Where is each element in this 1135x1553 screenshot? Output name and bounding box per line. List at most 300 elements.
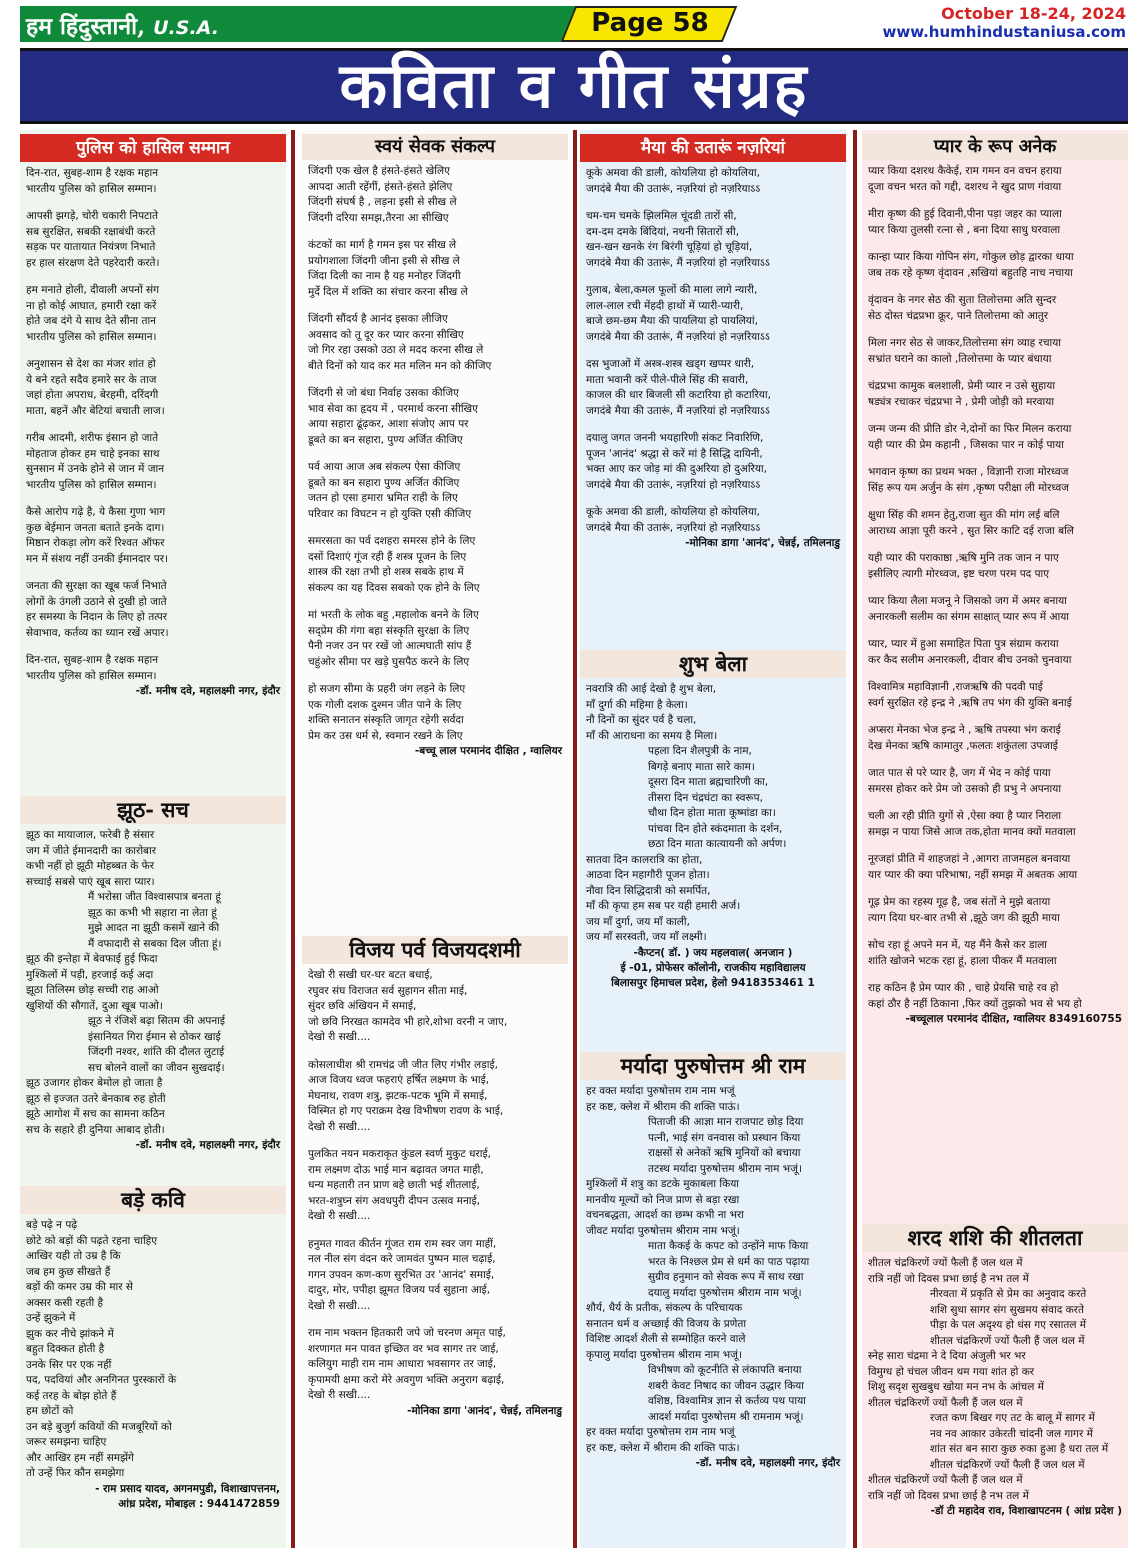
poem-line: दयालु मर्यादा पुरुषोत्तम श्रीराम नाम भजूं।	[648, 1286, 802, 1299]
poem-line: हम छोटों को	[26, 1405, 74, 1417]
poem-line: विश्वामित्र महाविज्ञानी ,राजऋषि की पदवी पाई	[868, 681, 1043, 693]
poem-title: विजय पर्व विजयदशमी	[302, 936, 568, 964]
poem-line: सद्प्रेम की गंगा बहा संस्कृति सुरक्षा के लिए	[308, 624, 470, 637]
poem-line: शीतल चंद्रकिरणें ज्यों फैली हैं जल थल में	[868, 1474, 1023, 1486]
stanza-gap	[868, 453, 1122, 465]
poem-line: वृंदावन के नगर सेठ की सुता तिलोत्तमा अति सुन्दर	[868, 294, 1057, 306]
poem-body	[580, 162, 846, 536]
poem-line: स्वर्ग सुरक्षित रहे इन्द्र ने ,ऋषि तप भंग की युक्ति बनाई	[868, 696, 1072, 709]
poem-line: त्याग दिया घर-बार तभी से ,झूठे जग की झूठी माया	[868, 911, 1060, 924]
stanza-gap	[868, 625, 1122, 637]
poem-line: दिन-रात, सुबह-शाम है रक्षक महान	[26, 167, 159, 179]
poem-author: -डॉ टी महादेव राव, विशाखापटनम ( आंध्र प्रदेश )	[930, 1505, 1122, 1517]
poem-line: कई तरह के बोझ होते हैं	[26, 1389, 117, 1402]
issue-date: October 18-24, 2024	[941, 4, 1126, 23]
poem-line: परिवार का विघटन न हो युक्ति एसी कीजिए	[308, 507, 472, 520]
poem-line: दूसरा दिन माता ब्रह्मचारिणी का,	[648, 776, 769, 788]
brand-usa: U.S.A.	[153, 17, 219, 39]
poem-line: पहला दिन शैलपुत्री के नाम,	[648, 745, 752, 757]
poem-author: -मोनिका डागा 'आनंद', चेन्नई, तमिलनाडु	[407, 1404, 562, 1417]
poem-author: -मोनिका डागा 'आनंद', चेन्नई, तमिलनाडु	[685, 537, 840, 549]
poem-line: पद, पदवियां और अनगिनत पुरस्कारों के	[26, 1374, 177, 1386]
poem-line: भाव सेवा का हृदय में , परमार्थ करना सीखिए	[308, 402, 478, 415]
poem-line: वचनबद्धता, आदर्श का छम्भ कभी ना भरा	[586, 1209, 745, 1221]
poem-line: चौथा दिन होता माता कूष्मांडा का।	[648, 807, 776, 819]
stanza-gap	[308, 522, 562, 534]
poem-line: डूबते का बन सहारा पुण्य अर्जित कीजिए	[308, 476, 460, 489]
poem-line: जिंदगी से जो बंधा निर्वाह उसका कीजिए	[308, 387, 459, 399]
poem-line: तो उन्हें फिर कौन समझेगा	[26, 1467, 125, 1479]
poem-line: आखिर यही तो उम्र है कि	[26, 1250, 121, 1262]
stanza-gap	[868, 668, 1122, 680]
poem-line: भरत के निश्छल प्रेम से धर्म का पाठ पढ़ाया	[648, 1255, 810, 1268]
poem-line: नव नव आकार उकेरती चांदनी जल गागर में	[930, 1427, 1093, 1440]
poem-line: शीतल चंद्रकिरणें ज्यों फैली हैं जल थल में	[868, 1396, 1023, 1409]
poem-line: भक्त आए कर जोड़ मां की दुअरिया हो दुअरिया,	[586, 463, 767, 475]
stanza-gap	[308, 1314, 562, 1326]
poem-line: अनुशासन से देश का मंजर शांत हो	[26, 358, 156, 370]
poem-line: गुलाब, बेला,कमल फूलों की माला लागे न्यारी,	[586, 284, 758, 296]
poem-line: रजत कण बिखर गए तट के बालू में सागर में	[930, 1412, 1095, 1424]
poem-line: संकल्प का यह दिवस सबको एक होने के लिए	[308, 581, 480, 594]
poem-author: -बच्चू लाल परमानंद दीक्षित , ग्वालियर	[414, 745, 562, 757]
poem-line: जगदंबे मैया की उतारूं, नज़रियां हो नज़रियाऽऽ	[586, 182, 761, 195]
poem-author: -डॉ. मनीष दवे, महालक्ष्मी नगर, इंदौर	[695, 1457, 840, 1469]
poem-line: जब हम कुछ सीखते हैं	[26, 1265, 111, 1278]
stanza-gap	[26, 197, 280, 209]
poem-line: जीवट मर्यादा पुरुषोत्तम श्रीराम नाम भजूं।	[586, 1224, 740, 1237]
poem-line: झूठा तिलिस्म छोड़ सच्ची राह आओ	[26, 984, 159, 996]
poem-title: मर्यादा पुरुषोत्तम श्री राम	[580, 1052, 846, 1080]
poem-line: जगदंबे मैया की उतारूं, नज़रियां हो नज़रियाऽऽ	[586, 478, 761, 491]
poem-line: सनातन धर्म व अच्छाई की विजय के प्रणेता	[586, 1317, 747, 1330]
poem-body	[580, 1080, 846, 1456]
masthead-strip	[20, 6, 1128, 42]
poem-line: मोहताज होकर हम चाहे इनका साथ	[26, 447, 160, 460]
stanza-gap	[308, 1225, 562, 1237]
poem-line: जहां होता अपराध, बेरहमी, दरिंदगी	[26, 389, 159, 401]
poem-line: कैसे आरोप गढ़े है, ये कैसा गुणा भाग	[26, 506, 166, 518]
poem-line: जतन हो एसा हमारा भ्रमित राही के लिए	[308, 492, 458, 504]
poem-line: मिला नगर सेठ से जाकर,तिलोत्तमा संग व्याह रचाया	[868, 337, 1062, 349]
poem-line: पीड़ा के पल अदृश्य हो धंस गए रसातल में	[930, 1319, 1087, 1331]
poem-line: जब तक रहे कृष्ण वृंदावन ,सखियां बहुतहि नाच नचाया	[868, 266, 1073, 279]
poem-line: जय माँ दुर्गा, जय माँ काली,	[586, 915, 690, 928]
poem-line: बिगड़े बनाए माता सारे काम।	[648, 760, 755, 773]
poem-line: शरणागत मन पावत इच्छित वर भव सागर तर जाई,	[308, 1342, 499, 1355]
poem-line: चली आ रही प्रीति युगों से ,ऐसा क्या है प्यार निराला	[868, 810, 1062, 822]
poem-line: झूठ का कभी भी सहारा ना लेता हूं	[88, 906, 217, 919]
poem-line: हर हाल संरक्षण देते पहरेदारी करते।	[26, 256, 160, 269]
poem-line: पिताजी की आज्ञा मान राजपाट छोड़ दिया	[648, 1116, 804, 1128]
poem-line: बहुत दिक्कत होती है	[26, 1343, 105, 1355]
poem-line: हर वक्त मर्यादा पुरुषोत्तम राम नाम भजूं	[586, 1426, 735, 1438]
poem-line: कुछ बेईमान जनता बताते इनके दाग।	[26, 521, 165, 534]
poem-line: जो गिर रहा उसको उठा ले मदद करना सीख ले	[308, 344, 484, 356]
poem-line: सुनसान में उनके होने से जान में जान	[26, 463, 165, 475]
stanza-gap	[586, 197, 840, 209]
stanza-gap	[308, 1135, 562, 1147]
website-link[interactable]: www.humhindustaniusa.com	[882, 23, 1126, 41]
poem-volunteer-resolve	[302, 134, 568, 759]
poem-line: राह कठिन है प्रेम प्यार की , चाहे प्रेयसि चाहे रव हो	[868, 982, 1059, 994]
poem-line: चंद्रप्रभा कामुक बलशाली, प्रेमी प्यार न उसे सुहाया	[868, 380, 1056, 392]
poem-line: पुलकित नयन मकराकृत कुंडल स्वर्ण मुकुट धराई,	[308, 1148, 491, 1160]
poem-title: प्यार के रूप अनेक	[862, 134, 1128, 160]
poem-line: कलियुग माही राम नाम आधारा भवसागर तर जाई,	[308, 1358, 497, 1370]
poem-line: कंटकों का मार्ग है गमन इस पर सीख ले	[308, 239, 457, 251]
poem-line: बाजे छम-छम मैया की पायलिया हो पायलियां,	[586, 315, 758, 327]
column-3	[580, 130, 846, 1548]
poem-line: कूके अमवा की डाली, कोयलिया हो कोयलिया,	[586, 506, 760, 518]
poem-line: सड़क पर यातायात नियंत्रण निभाते	[26, 241, 156, 253]
poem-line: खन-खन खनके रंग बिरंगी चूड़ियां हो चूड़ियां,	[586, 241, 753, 253]
poem-line: सातवा दिन कालरात्रि का होता,	[586, 853, 703, 866]
poem-line: जगदंबे मैया की उतारूं, मैं नज़रियां हो नज़रियाऽऽ	[586, 256, 770, 269]
poem-line: जात पात से परे प्यार है, जग में भेद न कोई पाया	[868, 767, 1051, 779]
stanza-gap	[308, 374, 562, 386]
poem-title: स्वयं सेवक संकल्प	[302, 134, 568, 160]
poem-line: माता कैकई के कपट को उन्होंने माफ किया	[648, 1240, 809, 1252]
poem-line: हर वक्त मर्यादा पुरुषोत्तम राम नाम भजूं	[586, 1085, 735, 1097]
poem-author: -डॉ. मनीष दवे, महालक्ष्मी नगर, इंदौर	[135, 685, 280, 697]
poem-line: दयालु जगत जननी भयहारिणी संकट निवारिणि,	[586, 432, 764, 444]
stanza-gap	[868, 496, 1122, 508]
poem-line: हो सजग सीमा के प्रहरी जंग लड़ने के लिए	[308, 683, 466, 695]
poem-line: मां भरती के लोक बहु ,महालोक बनने के लिए	[308, 609, 479, 621]
poem-line: ये बने रहते सदैव हमारे सर के ताज	[26, 373, 157, 386]
poem-line: पांचवा दिन होते स्कंदमाता के दर्शन,	[648, 822, 783, 835]
stanza-gap	[308, 596, 562, 608]
poem-line: सेवाभाव, कर्तव्य का ध्यान रखें अपार।	[26, 626, 169, 639]
poem-line: यही प्यार की पराकाष्ठा ,ऋषि मुनि तक जान न पाए	[868, 552, 1059, 564]
poem-author-address: ई -01, प्रोफेसर कॉलोनी, राजकीय महाविद्यालय	[620, 961, 806, 974]
poem-maryada-purushottam	[580, 1052, 846, 1471]
stanza-gap	[26, 271, 280, 283]
poem-author-contact: बिलासपुर हिमाचल प्रदेश, हेलो 9418353461 1	[611, 976, 815, 989]
poem-line: जिंदगी नश्वर, शांति की दौलत लुटाई	[88, 1046, 225, 1058]
stanza-gap	[308, 226, 562, 238]
poem-maiya-nazariyan	[580, 134, 846, 551]
poem-line: हर समस्या के निदान के लिए हो तत्पर	[26, 611, 168, 623]
poem-line: क्षुधा सिंह की शमन हेतु,राजा सुत की मांग लई बलि	[868, 509, 1060, 521]
poem-line: देख मेनका ऋषि कामातुर ,फलतः शकुंतला उपजाई	[868, 739, 1058, 752]
poem-body	[302, 964, 568, 1404]
poem-line: पर्व आया आज अब संकल्प ऐसा कीजिए	[308, 461, 461, 473]
column-2	[302, 130, 568, 1548]
poem-line: लोगों के उंगली उठाने से दुखी हो जाते	[26, 595, 167, 608]
poem-line: सभ्रांत घराने का कालो ,तिलोत्तमा के प्यार बंधाया	[868, 352, 1052, 365]
poem-line: मुझे आदत ना झूठी कसमें खाने की	[88, 922, 220, 934]
poem-line: भारतीय पुलिस को हासिल सम्मान।	[26, 330, 157, 343]
poem-line: झूठ का मायाजाल, फरेबी है संसार	[26, 829, 155, 841]
poem-line: चम-चम चमके झिलमिल चूंदडी तारों सी,	[586, 210, 737, 222]
stanza-gap	[26, 641, 280, 653]
stanza-gap	[868, 324, 1122, 336]
poem-line: सब सुरक्षित, सबकी रक्षाबंधी करते	[26, 225, 156, 238]
stanza-gap	[308, 448, 562, 460]
poem-title: शरद शशि की शीतलता	[862, 1224, 1128, 1252]
poem-vijayadashami	[302, 936, 568, 1419]
poem-line: शशि सुधा सागर संग सुखमय संवाद करते	[930, 1303, 1084, 1316]
poem-line: अक्सर कसी रहती है	[26, 1296, 104, 1309]
poem-line: शबरी केवट निषाद का जीवन उद्धार किया	[648, 1379, 804, 1392]
poem-line: विमुग्ध हो चंचल जीवन थम गया शांत हो कर	[868, 1365, 1035, 1378]
poem-line: कहां ठौर है नहीं ठिकाना ,फिर क्यों तुझको भव से भय हो	[868, 997, 1082, 1010]
poem-line: माँ दुर्गा की महिमा है केला।	[586, 698, 688, 711]
poem-line: भारतीय पुलिस को हासिल सम्मान।	[26, 669, 157, 682]
poem-line: जगदंबे मैया की उतारूं, मैं नज़रियां हो नज़रियाऽऽ	[586, 330, 770, 343]
stanza-gap	[586, 345, 840, 357]
poem-line: मुश्किलों में पड़ी, हरजाई कई अदा	[26, 968, 154, 981]
stanza-gap	[868, 539, 1122, 551]
poem-line: नीरवता में प्रकृति से प्रेम का अनुवाद करते	[930, 1288, 1087, 1300]
poem-line: मैं भरोसा जीत विश्वासपात्र बनता हूं	[88, 891, 221, 903]
section-banner	[20, 48, 1128, 124]
poem-line: बीते दिनों को याद कर मत मलिन मन को कीजिए	[308, 359, 492, 372]
poem-line: प्रयोगशाला जिंदगी जीना इसी से सीख ले	[308, 254, 460, 267]
poem-line: मानवीय मूल्यों को निज प्राण से बड़ा रखा	[586, 1193, 740, 1206]
poem-line: खुशियों की सौगातें, दुआ खूब पाओ।	[26, 999, 163, 1012]
poem-line: जरूर समझना चाहिए	[26, 1436, 107, 1448]
poem-line: कभी नहीं हो झूठी मोहब्बत के फेर	[26, 860, 155, 872]
poem-line: इसीलिए त्यागी मोरध्वज, इष्ट चरण परम पद पाए	[868, 567, 1050, 580]
column-divider	[573, 130, 577, 1548]
poem-line: समरस होकर करे प्रेम जो उसको ही प्रभु ने अपनाया	[868, 782, 1062, 795]
poem-line: कूके अमवा की डाली, कोयलिया हो कोयलिया,	[586, 167, 760, 179]
poem-line: छठा दिन माता कात्यायनी को अर्पण।	[648, 838, 787, 850]
poem-line: दम-दम दमके बिंदियां, नथनी सितारों सी,	[586, 225, 740, 238]
poem-line: सोच रहा हूं अपने मन में, यह मैंने कैसे कर डाला	[868, 939, 1048, 951]
poem-line: समझ न पाया जिसे आज तक,होता मानव क्यों मतवाला	[868, 825, 1076, 838]
poem-line: कर कैद सलीम अनारकली, दीवार बीच उनको चुनवाया	[868, 653, 1072, 666]
poem-line: राम नाम भक्तन हितकारी जपे जो चरनण अमृत पाई,	[308, 1327, 506, 1339]
stanza-gap	[868, 926, 1122, 938]
stanza-gap	[26, 493, 280, 505]
poem-line: झूठ उजागर होकर बेमोल हो जाता है	[26, 1077, 163, 1089]
poem-line: चहुंओर सीमा पर खड़े घुसपैठ करने के लिए	[308, 655, 470, 668]
poem-line: झूठ की इन्तेहा में बेवफाई हुई फिदा	[26, 953, 158, 965]
stanza-gap	[868, 883, 1122, 895]
poem-line: गरीब आदमी, शरीफ इंसान हो जाते	[26, 432, 159, 444]
poem-line: माँ की कृपा हम सब पर यही हमारी अर्ज।	[586, 900, 741, 912]
poem-line: प्यार किया लैला मजनू ने जिसको जग में अमर बनाया	[868, 595, 1067, 607]
poem-police-honor	[20, 134, 286, 699]
poem-shubh-bela	[580, 650, 846, 991]
poem-line: षड्यंत्र रचाकर चंद्रप्रभा ने , प्रेमी जोड़ी को मरवाया	[868, 395, 1055, 408]
poem-line: लाल-लाल रची मेंहदी हाथों में प्यारी-प्यारी,	[586, 299, 744, 312]
poem-line: माता भवानी करें पीले-पीले सिंह की सवारी,	[586, 373, 749, 386]
poem-line: कृपालु मर्यादा पुरुषोत्तम श्रीराम नाम भजूं।	[586, 1348, 742, 1361]
poem-line: झुक कर नीचे झांकने में	[26, 1327, 114, 1340]
stanza-gap	[868, 281, 1122, 293]
poem-line: शांत संत बन सारा कुछ रुका हुआ है धरा तल में	[930, 1443, 1109, 1455]
poem-author: -डॉ. मनीष दवे, महालक्ष्मी नगर, इंदौर	[135, 1139, 280, 1151]
poem-line: दूजा वचन भरत को गद्दी, दशरथ ने खुद प्राण गंवाया	[868, 180, 1062, 193]
poem-line: उनके सिर पर एक नहीं	[26, 1358, 112, 1371]
poem-line: भरत-शत्रुघ्न संग अवधपुरी दीपन उत्सव मनाई,	[308, 1194, 480, 1207]
poem-line: यही प्यार की प्रेम कहानी , जिसका पार न कोई पाया	[868, 438, 1064, 451]
poem-line: बड़ों की कमर उम्र की मार से	[26, 1281, 133, 1293]
poem-title: शुभ बेला	[580, 650, 846, 678]
poem-line: मैं वफादारी से सबका दिल जीता हूं।	[88, 937, 222, 950]
poem-line: सिंह रूप यम अर्जुन के संग ,कृष्ण परीक्षा ली मोरध्वज	[868, 481, 1069, 494]
poem-line: अनारकली सलीम का संगम साक्षात् प्यार रूप में आया	[868, 610, 1070, 623]
stanza-gap	[868, 969, 1122, 981]
poem-lie-truth	[20, 796, 286, 1153]
column-divider	[291, 130, 295, 1548]
stanza-gap	[586, 271, 840, 283]
poem-line: राक्षसों से अनेकों ऋषि मुनियों को बचाया	[648, 1147, 801, 1159]
poem-line: आपसी झगड़े, चोरी चकारी निपटाते	[26, 210, 159, 222]
poem-line: प्यार किया दशरथ कैकेई, राम गमन वन वचन हराया	[868, 165, 1062, 177]
poem-forms-of-love	[862, 134, 1128, 1027]
poem-line: शांति खोजने भटक रहा हूं, हाला पीकर मैं मतवाला	[868, 954, 1057, 967]
poem-line: सुग्रीव हनुमान को सेवक रूप में साथ रखा	[648, 1271, 804, 1283]
poem-title: मैया की उतारूं नज़रियां	[580, 134, 846, 162]
poem-line: देखो री सखी....	[308, 1210, 371, 1222]
poem-body	[20, 162, 286, 684]
poem-line: हर कष्ट, क्लेश में श्रीराम की शक्ति पाऊं।	[586, 1100, 740, 1113]
poem-line: जनता की सुरक्षा का खूब फर्ज निभाते	[26, 580, 167, 592]
poem-line: जगदंबे मैया की उतारूं, मैं नज़रियां हो नज़रियाऽऽ	[586, 404, 770, 417]
poem-line: देखो री सखी....	[308, 1031, 371, 1043]
poem-line: विभीषण को कूटनीति से लंकापति बनाया	[648, 1364, 802, 1376]
poem-line: दिन-रात, सुबह-शाम है रक्षक महान	[26, 654, 159, 666]
poem-body	[302, 160, 568, 744]
poem-line: पूजन 'आनंद' श्रद्धा से करें मां है सिद्धि दायिनी,	[586, 447, 763, 460]
poem-line: माता, बहनें और बेटियां बचाती लाज।	[26, 404, 165, 417]
poem-line: विस्मित हो गए पराक्रम देख विभीषण रावण के भाई,	[308, 1105, 504, 1117]
poem-line: दसों दिशाएं गूंज रही हैं शस्त्र पूजन के लिए	[308, 550, 467, 563]
poem-line: जन्म जन्म की प्रीति डोर ने,दोनों का फिर मिलन कराया	[868, 423, 1072, 435]
banner-title: कविता व गीत संग्रह	[339, 49, 809, 122]
poem-line: सच्चाई सबसे पाएं खूब सारा प्यार।	[26, 875, 155, 888]
poem-line: आपदा आती रहेंगीं, हंसते-हंसते झेलिए	[308, 180, 453, 193]
poem-line: मिष्ठान रोकड़ा लोग करें रिश्वत ऑफर	[26, 537, 165, 549]
poem-line: माँ की आराधना का समय है मिला।	[586, 729, 718, 742]
poem-line: वशिष्ठ, विश्वामित्र ज्ञान से कर्तव्य पथ पाया	[648, 1395, 806, 1407]
stanza-gap	[26, 345, 280, 357]
poem-line: कान्हा प्यार किया गोपिन संग, गोकुल छोड़ द्वारका धाया	[868, 251, 1074, 263]
stanza-gap	[586, 493, 840, 505]
poem-line: पैनी नजर उन पर रखें जो आत्मघाती सांप हैं	[308, 640, 472, 652]
poem-line: गगन उपवन कण-कण सुरभित उर 'आनंद' समाई,	[308, 1268, 495, 1281]
poem-line: हर कष्ट, क्लेश में श्रीराम की शक्ति पाऊं।	[586, 1441, 740, 1454]
brand-name	[26, 9, 219, 41]
poem-author: -कैप्टन( डॉ. ) जय महलवाल( अनजान )	[633, 946, 793, 959]
poem-line: तटस्थ मर्यादा पुरुषोत्तम श्रीराम नाम भजूं।	[648, 1162, 802, 1175]
poem-line: नूरजहां प्रीति में शाहजहां ने ,आगरा ताजमहल बनवाया	[868, 853, 1071, 865]
poem-author: - राम प्रसाद यादव, अगनमपुडी, विशाखापत्तनम,	[95, 1482, 280, 1495]
poem-line: सुंदर छवि अंखियन में समाई,	[308, 1000, 417, 1012]
poem-line: प्यार किया तुलसी रत्ना से , बना दिया साधु घरवाला	[868, 223, 1061, 236]
poem-line: भारतीय पुलिस को हासिल सम्मान।	[26, 478, 157, 491]
poem-line: राम लक्ष्मण दोऊ भाई मान बढ़ावत जगत माही,	[308, 1163, 484, 1176]
poem-line: एक गोली दशक दुश्मन जीत पाने के लिए	[308, 698, 462, 711]
poem-line: गूढ़ प्रेम का रहस्य गूढ़ है, जब संतों ने मुझे बताया	[868, 896, 1051, 908]
poem-line: नवरात्रि की आई देखो है शुभ बेला,	[586, 683, 717, 695]
poem-title: पुलिस को हासिल सम्मान	[20, 134, 286, 162]
column-1	[20, 130, 286, 1548]
stanza-gap	[868, 410, 1122, 422]
poem-body	[862, 1252, 1128, 1504]
poem-author: -बच्चूलाल परमानंद दीक्षित, ग्वालियर 8349160755	[905, 1013, 1122, 1025]
poem-line: आदर्श मर्यादा पुरुषोत्तम श्री रामनाम भजूं।	[648, 1410, 804, 1423]
poem-line: मेघनाथ, रावण शत्रु, झटक-पटक भूमि में समाई,	[308, 1089, 488, 1102]
poem-line: हम मनाते होली, दीवाली अपनों संग	[26, 284, 160, 296]
poem-line: देखो री सखी....	[308, 1299, 371, 1312]
poem-line: हनुमत गावत कीर्तन गूंजत राम राम स्वर जग माहीं,	[308, 1237, 497, 1250]
poem-line: जिंदगी दरिया समझ,तैरना आ सीखिए	[308, 211, 449, 224]
poem-line: विशिष्ट आदर्श शैली से सम्मोहित करने वाले	[586, 1333, 746, 1345]
poem-body	[580, 678, 846, 946]
poem-line: रघुवर संघ विराजत सर्व सुहागन सीता माई,	[308, 984, 468, 997]
poem-line: आठवा दिन महागौरी पूजन होता।	[586, 869, 710, 881]
brand-title: हम हिंदुस्तानी,	[26, 13, 146, 40]
poem-line: मन में संशय नहीं उनकी ईमानदार पर।	[26, 552, 169, 565]
column-4	[862, 130, 1128, 1548]
poem-line: शिशु सदृश सुखबुध खोया मन नभ के आंचल में	[868, 1381, 1044, 1393]
poem-line: जो छवि निरखत कामदेव भी हारे,शोभा वरनी न जाए,	[308, 1015, 508, 1028]
stanza-gap	[586, 419, 840, 431]
poem-line: इंसानियत गिरा ईमान से ठोकर खाई	[88, 1030, 221, 1043]
poem-line: उन्हें झुकने में	[26, 1312, 76, 1324]
poem-line: और आखिर हम नहीं समझेंगे	[26, 1451, 134, 1464]
poem-line: शास्त्र की रक्षा तभी हो शस्त्र सबके हाथ में	[308, 566, 464, 578]
stanza-gap	[868, 797, 1122, 809]
poem-line: जिंदगी एक खेल है हंसते-हंसते खेलिए	[308, 165, 450, 177]
poem-line: प्रेम कर उस धर्म से, स्वमान रखने के लिए	[308, 729, 463, 742]
poem-line: मुर्दे दिल में शक्ति का संचार करना सीख ले	[308, 285, 468, 298]
poem-line: रात्रि नहीं जो दिवस प्रभा छाई है नभ तल में	[868, 1489, 1029, 1502]
poem-line: दादुर, मोर, पपीहा झूमत विजय पर्व सुहाना आई,	[308, 1284, 491, 1296]
stanza-gap	[868, 195, 1122, 207]
page-number: Page 58	[591, 8, 709, 38]
poem-line: आराध्य आज्ञा पूरी करने , सुत सिर काटि दई राजा बलि	[868, 524, 1074, 537]
poem-line: शीतल चंद्रकिरणें ज्यों फैली हैं जल थल में	[930, 1334, 1085, 1347]
poem-line: जगदंबे मैया की उतारूं, नज़रियां हो नज़रियाऽऽ	[586, 521, 761, 534]
poem-line: धन्य महतारी तन प्राण बहे छाती भई शीतलाई,	[308, 1179, 480, 1191]
poem-line: तीसरा दिन चंद्रघंटा का स्वरूप,	[648, 791, 763, 804]
stanza-gap	[868, 582, 1122, 594]
poem-line: जग में जीते ईमानदारी का कारोबार	[26, 844, 157, 857]
poem-line: आया सहारा ढूंढ़कर, आशा संजोए आप पर	[308, 418, 469, 430]
poem-line: मीरा कृष्ण की हुई दिवानी,पीना पड़ा जहर का प्याला	[868, 208, 1062, 220]
stanza-gap	[26, 419, 280, 431]
poem-line: शीतल चंद्रकिरणें ज्यों फैली हैं जल थल में	[868, 1257, 1023, 1269]
stanza-gap	[868, 754, 1122, 766]
poem-line: दस भुजाओं में अस्त्र-शस्त्र खड्ग खप्पर धारी,	[586, 358, 755, 370]
poem-line: कृपामयी क्षमा करो मेरे अवगुण भक्ति अनुराग बढ़ाई,	[308, 1373, 505, 1386]
stanza-gap	[308, 1046, 562, 1058]
stanza-gap	[26, 567, 280, 579]
poem-line: सेठ दोस्त चंद्रप्रभा क्रूर, पाने तिलोत्तमा को आतुर	[868, 309, 1049, 322]
poem-line: ना हो कोई आघात, हमारी रक्षा करें	[26, 299, 157, 312]
poem-line: देखो री सखी घर-घर बटत बधाई,	[308, 969, 433, 981]
poem-line: उन बड़े बुजुर्ग कवियों की मजबूरियों को	[26, 1420, 172, 1433]
poem-line: शीतल चंद्रकिरणें ज्यों फैली हैं जल थल में	[930, 1458, 1085, 1471]
poem-line: शौर्य, धैर्य के प्रतीक, संकल्प के परिचायक	[586, 1302, 743, 1314]
poem-line: जिंदा दिली का नाम है यह मनोहर जिंदगी	[308, 270, 461, 282]
poem-line: पत्नी, भाई संग वनवास को प्रस्थान किया	[648, 1131, 801, 1144]
poem-line: देखो री सखी....	[308, 1389, 371, 1401]
poem-author-contact: आंध्र प्रदेश, मोबाइल : 9441472859	[118, 1497, 280, 1510]
poem-body	[20, 824, 286, 1138]
poem-line: मुश्किलों में शत्रु का डटके मुकाबला किया	[586, 1178, 740, 1190]
poem-line: आज विजय ध्वज फहराएं हर्षित लक्ष्मण के भाई,	[308, 1074, 490, 1086]
poem-line: स्नेह सारा चंद्रमा ने दे दिया अंजुली भर भर	[868, 1350, 1026, 1362]
